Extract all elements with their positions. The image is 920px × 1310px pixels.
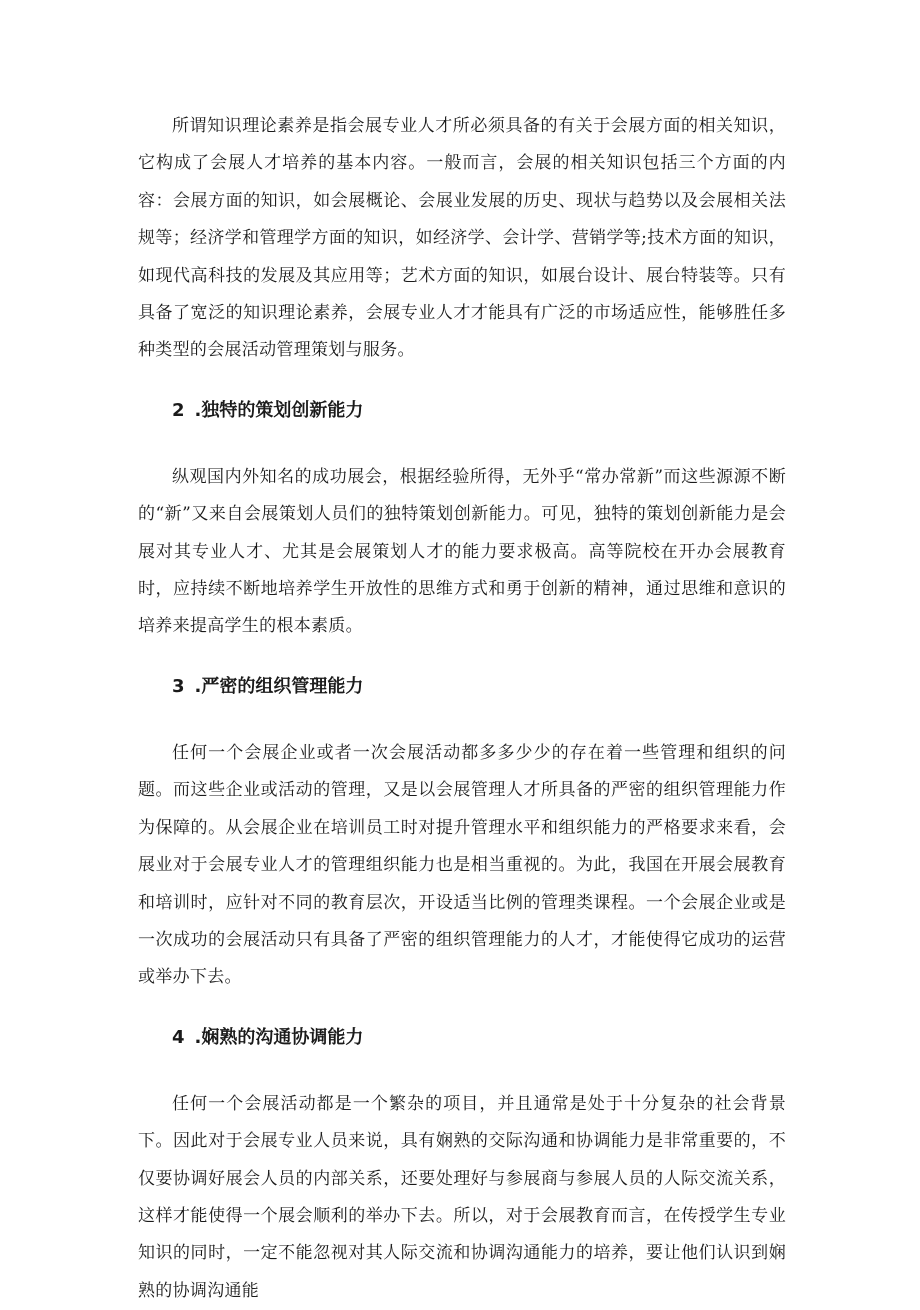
section-number: 2 bbox=[172, 399, 185, 421]
document-body bbox=[138, 108, 786, 1310]
section-heading-communication-coordination bbox=[138, 1023, 786, 1053]
paragraph-planning-innovation: 纵观国内外知名的成功展会，根据经验所得，无外乎“常办常新”而这些源源不断的“新”又来自会展策划人员们的独特策划创新能力。可见，独特的策划创新能力是会展对其专业人才、尤其是会展策划人才的能力要求极高。高等院校在开办会展教育时，应持续不断地培养学生开放性的思维方式和勇于创新的精神，通过思维和意识的培养来提高学生的根本素质。 bbox=[138, 466, 786, 637]
paragraph-knowledge-theory: 所谓知识理论素养是指会展专业人才所必须具备的有关于会展方面的相关知识，它构成了会展人才培养的基本内容。一般而言，会展的相关知识包括三个方面的内容：会展方面的知识，如会展概论、会展业发展的历史、现状与趋势以及会展相关法规等；经济学和管理学方面的知识，如经济学、会计学、营销学等;技术方面的知识，如现代高科技的发展及其应用等；艺术方面的知识，如展台设计、展台特装等。只有具备了宽泛的知识理论素养，会展专业人才才能具有广泛的市场适应性，能够胜任多种类型的会展活动管理策划与服务。 bbox=[138, 116, 786, 361]
section-heading-organization-management bbox=[138, 672, 786, 702]
section-heading-planning-innovation bbox=[138, 396, 786, 426]
section-title: .娴熟的沟通协调能力 bbox=[194, 1026, 364, 1048]
section-number: 3 bbox=[172, 675, 185, 697]
section-title: .独特的策划创新能力 bbox=[194, 399, 364, 421]
section-number: 4 bbox=[172, 1026, 185, 1048]
paragraph-organization-management: 任何一个会展企业或者一次会展活动都多多少少的存在着一些管理和组织的问题。而这些企业或活动的管理，又是以会展管理人才所具备的严密的组织管理能力作为保障的。从会展企业在培训员工时对提升管理水平和组织能力的严格要求来看，会展业对于会展专业人才的管理组织能力也是相当重视的。为此，我国在开展会展教育和培训时，应针对不同的教育层次，开设适当比例的管理类课程。一个会展企业或是一次成功的会展活动只有具备了严密的组织管理能力的人才，才能使得它成功的运营或举办下去。 bbox=[138, 742, 786, 988]
paragraph-communication-coordination: 任何一个会展活动都是一个繁杂的项目，并且通常是处于十分复杂的社会背景下。因此对于会展专业人员来说，具有娴熟的交际沟通和协调能力是非常重要的，不仅要协调好展会人员的内部关系，还要处理好与参展商与参展人员的人际交流关系，这样才能使得一个展会顺利的举办下去。所以，对于会展教育而言，在传授学生专业知识的同时，一定不能忽视对其人际交流和协调沟通能力的培养，要让他们认识到娴熟的协调沟通能 bbox=[138, 1093, 786, 1301]
section-title: .严密的组织管理能力 bbox=[194, 675, 364, 697]
